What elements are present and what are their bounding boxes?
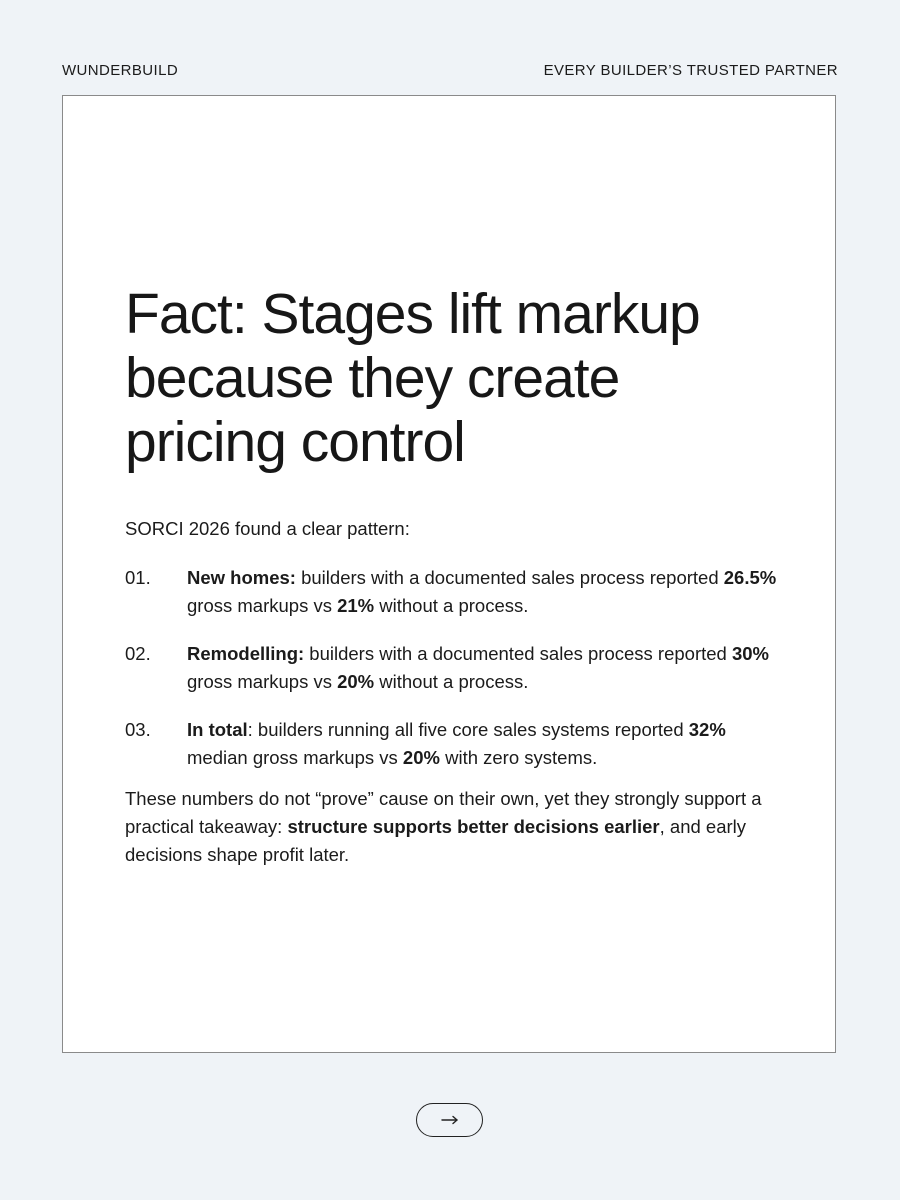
- fact-value: 30%: [731, 643, 769, 664]
- fact-text: [187, 564, 785, 620]
- closing-paragraph: [125, 785, 785, 869]
- fact-label: In total: [187, 719, 248, 740]
- fact-label: New homes:: [187, 567, 296, 588]
- fact-value: 26.5%: [723, 567, 777, 588]
- fact-text-part: builders with a documented sales process reported: [304, 643, 732, 664]
- fact-item-2: [125, 640, 785, 696]
- fact-number: 02.: [125, 643, 151, 664]
- fact-text-part: without a process.: [374, 595, 529, 616]
- intro-text: SORCI 2026 found a clear pattern:: [125, 518, 410, 539]
- fact-item-1: [125, 564, 785, 620]
- next-button[interactable]: [416, 1103, 483, 1137]
- fact-number: 03.: [125, 719, 151, 740]
- fact-text: [187, 716, 785, 772]
- fact-label: Remodelling:: [187, 643, 305, 664]
- headline: Fact: Stages lift markup because they create pricing control: [125, 282, 700, 474]
- fact-text: [187, 640, 785, 696]
- fact-list: [125, 564, 785, 792]
- fact-text-part: without a process.: [374, 671, 529, 692]
- fact-value: 20%: [337, 671, 375, 692]
- closing-emphasis: structure supports better decisions earlier: [287, 816, 660, 837]
- closing-text-part: , and early decisions shape profit later.: [125, 816, 747, 865]
- fact-value: 21%: [337, 595, 375, 616]
- fact-value: 20%: [402, 747, 440, 768]
- fact-item-3: [125, 716, 785, 772]
- brand-tagline: EVERY BUILDER’S TRUSTED PARTNER: [543, 61, 838, 79]
- closing-text-part: These numbers do not “prove” cause on their own, yet they strongly support a practical takeaway:: [125, 788, 762, 837]
- top-bar: [62, 58, 838, 82]
- fact-text-part: with zero systems.: [439, 747, 598, 768]
- fact-text-part: gross markups vs: [187, 595, 338, 616]
- content-card: [62, 95, 836, 1053]
- fact-value: 32%: [688, 719, 726, 740]
- brand-name: WUNDERBUILD: [62, 61, 179, 79]
- fact-text-part: builders with a documented sales process reported: [295, 567, 724, 588]
- arrow-right-icon: [441, 1115, 459, 1125]
- fact-number: 01.: [125, 567, 151, 588]
- fact-text-part: : builders running all five core sales systems reported: [247, 719, 689, 740]
- fact-text-part: median gross markups vs: [187, 747, 403, 768]
- fact-text-part: gross markups vs: [187, 671, 338, 692]
